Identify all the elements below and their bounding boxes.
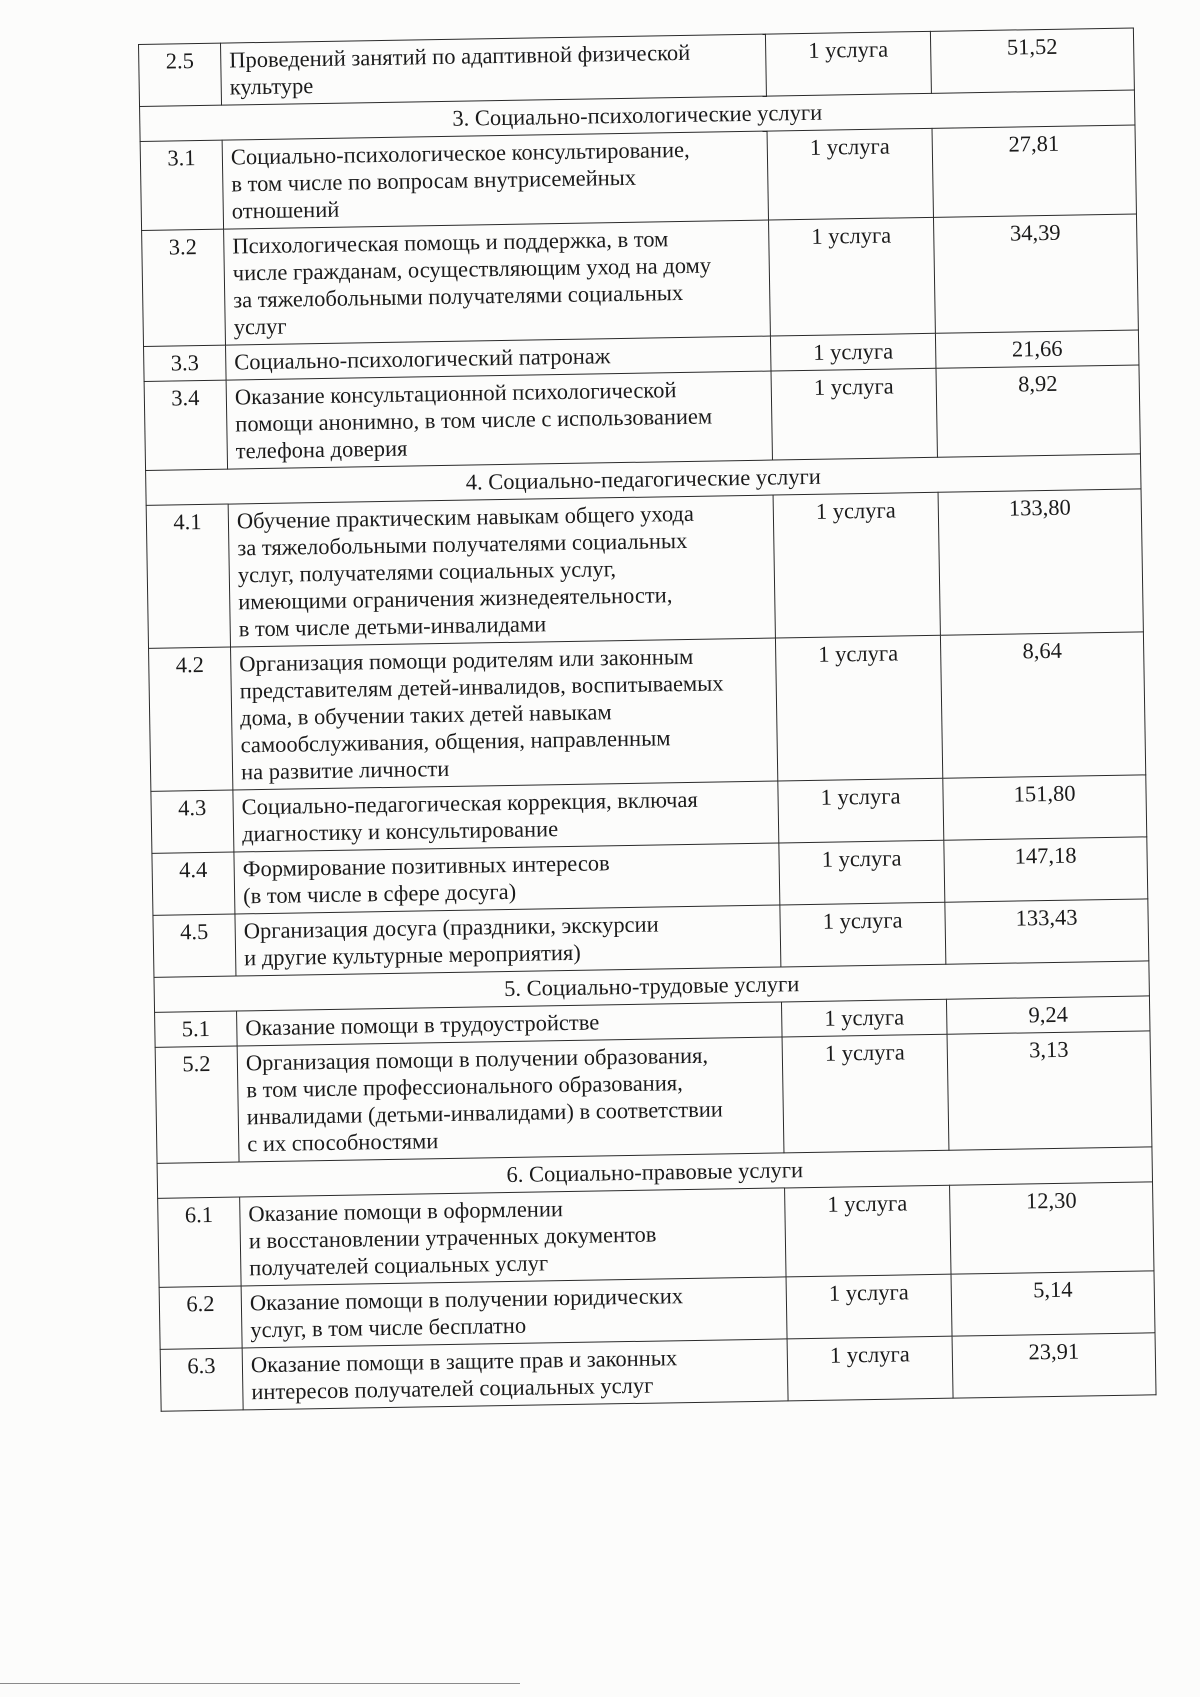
row-number: 4.2 bbox=[149, 647, 233, 791]
service-name-line: в том числе профессионального образования, bbox=[246, 1070, 683, 1103]
service-name bbox=[233, 781, 779, 852]
tariff-value: 12,30 bbox=[950, 1182, 1154, 1274]
service-name bbox=[226, 371, 772, 469]
service-name-line: инвалидами (детьми-инвалидами) в соответствии bbox=[246, 1096, 724, 1130]
tariff-value: 34,39 bbox=[933, 214, 1138, 333]
service-name-line: с их способностями bbox=[247, 1128, 439, 1157]
row-number: 4.1 bbox=[146, 504, 230, 648]
row-number: 3.4 bbox=[144, 380, 227, 470]
tariff-value: 3,13 bbox=[947, 1031, 1152, 1150]
service-name bbox=[234, 843, 780, 914]
tariff-value: 23,91 bbox=[952, 1333, 1156, 1398]
service-name-line: Оказание помощи в защите прав и законных bbox=[250, 1345, 678, 1378]
row-number: 5.2 bbox=[155, 1046, 239, 1163]
service-name-line: услуг, в том числе бесплатно bbox=[250, 1312, 527, 1343]
service-name-line: Оказание помощи в получении юридических bbox=[249, 1283, 684, 1316]
table-row bbox=[140, 125, 1136, 230]
table-row bbox=[158, 1182, 1154, 1287]
service-name bbox=[242, 1339, 788, 1410]
service-name-line: Обучение практическим навыкам общего ухода bbox=[236, 500, 695, 534]
table-row bbox=[142, 214, 1139, 346]
row-number: 6.1 bbox=[158, 1197, 241, 1287]
unit-of-service: 1 услуга bbox=[782, 1034, 949, 1153]
tariff-value: 21,66 bbox=[935, 330, 1139, 368]
service-name-line: получателей социальных услуг bbox=[249, 1250, 549, 1281]
service-name-line: Формирование позитивных интересов bbox=[242, 850, 610, 882]
unit-of-service: 1 услуга bbox=[786, 1274, 952, 1339]
service-name-line: Организация досуга (праздники, экскурсии bbox=[243, 911, 659, 944]
tariff-value: 5,14 bbox=[951, 1271, 1155, 1336]
service-name-line: (в том числе в сфере досуга) bbox=[242, 878, 517, 909]
tariff-value: 9,24 bbox=[946, 996, 1150, 1034]
service-name-line: числе гражданам, осуществляющим уход на дому bbox=[232, 252, 712, 286]
service-name-line: телефона доверия bbox=[235, 435, 408, 464]
tariff-value: 147,18 bbox=[944, 837, 1148, 902]
unit-of-service: 1 услуга bbox=[779, 840, 945, 905]
service-name-line: услуг bbox=[233, 313, 287, 340]
table-row bbox=[155, 1031, 1152, 1163]
unit-of-service: 1 услуга bbox=[770, 333, 936, 371]
tariff-value: 51,52 bbox=[930, 28, 1134, 93]
row-number: 3.1 bbox=[140, 140, 223, 230]
service-name bbox=[237, 1037, 784, 1162]
section-title: 6. Социально-правовые услуги bbox=[157, 1147, 1152, 1198]
unit-of-service: 1 услуга bbox=[785, 1185, 951, 1277]
service-name bbox=[231, 638, 778, 790]
row-number: 4.4 bbox=[152, 852, 235, 915]
unit-of-service: 1 услуга bbox=[771, 368, 937, 460]
service-name-line: самообслуживания, общения, направленным bbox=[240, 725, 671, 758]
row-number: 6.2 bbox=[159, 1286, 242, 1349]
unit-of-service: 1 услуга bbox=[765, 31, 931, 96]
service-name-line: культуре bbox=[229, 73, 314, 100]
tariff-value: 133,43 bbox=[945, 899, 1149, 964]
tariff-value: 27,81 bbox=[932, 125, 1136, 217]
service-name-line: имеющими ограничения жизнедеятельности, bbox=[238, 582, 673, 615]
service-name-line: в том числе по вопросам внутрисемейных bbox=[231, 164, 637, 197]
service-name bbox=[228, 495, 775, 647]
service-name-line: услуг, получателями социальных услуг, bbox=[237, 556, 617, 588]
service-name-line: диагностику и консультирование bbox=[241, 816, 559, 847]
row-number: 2.5 bbox=[139, 43, 222, 106]
row-number: 4.3 bbox=[151, 790, 234, 853]
service-name-line: Оказание помощи в трудоустройстве bbox=[245, 1009, 600, 1041]
table-row bbox=[149, 632, 1146, 791]
service-name-line: на развитие личности bbox=[240, 755, 450, 785]
services-tariff-table bbox=[138, 27, 1157, 1411]
unit-of-service: 1 услуга bbox=[769, 217, 936, 336]
service-name bbox=[235, 905, 781, 976]
tariff-value: 133,80 bbox=[938, 489, 1143, 635]
service-name-line: помощи анонимно, в том числе с использованием bbox=[235, 403, 713, 437]
unit-of-service: 1 услуга bbox=[781, 999, 947, 1037]
unit-of-service: 1 услуга bbox=[780, 902, 946, 967]
service-name bbox=[220, 34, 766, 105]
service-name-line: за тяжелобольными получателями социальных bbox=[237, 527, 688, 561]
service-name-line: представителям детей-инвалидов, воспитываемых bbox=[239, 670, 724, 704]
row-number: 3.3 bbox=[144, 345, 227, 381]
service-name-line: Психологическая помощь и поддержка, в том bbox=[232, 226, 669, 259]
unit-of-service: 1 услуга bbox=[787, 1336, 953, 1401]
row-number: 5.1 bbox=[155, 1011, 238, 1047]
service-name-line: дома, в обучении таких детей навыкам bbox=[239, 699, 612, 731]
row-number: 6.3 bbox=[160, 1348, 243, 1411]
service-name-line: Социально-психологический патронаж bbox=[234, 343, 611, 375]
service-name-line: Проведений занятий по адаптивной физической bbox=[229, 39, 691, 73]
tariff-value: 8,92 bbox=[936, 365, 1140, 457]
service-name bbox=[224, 220, 771, 345]
unit-of-service: 1 услуга bbox=[767, 128, 933, 220]
service-name-line: Социально-педагогическая коррекция, включая bbox=[241, 786, 698, 820]
service-name-line: и другие культурные мероприятия) bbox=[243, 939, 581, 971]
service-name-line: Оказание помощи в оформлении bbox=[248, 1196, 564, 1227]
service-name-line: Организация помощи в получении образования, bbox=[245, 1042, 709, 1076]
service-name-line: отношений bbox=[231, 196, 340, 224]
tariff-value: 151,80 bbox=[943, 775, 1147, 840]
tariff-table-wrapper bbox=[138, 28, 1156, 1412]
service-name-line: за тяжелобольными получателями социальных bbox=[233, 279, 684, 313]
tariff-value: 8,64 bbox=[940, 632, 1145, 778]
unit-of-service: 1 услуга bbox=[773, 492, 940, 638]
service-name-line: Организация помощи родителям или законным bbox=[239, 643, 694, 677]
section-title: 3. Социально-психологические услуги bbox=[140, 90, 1135, 141]
service-name bbox=[222, 131, 768, 229]
table-body bbox=[139, 28, 1157, 1411]
service-name-line: в том числе детьми-инвалидами bbox=[238, 611, 547, 642]
row-number: 3.2 bbox=[142, 229, 226, 346]
unit-of-service: 1 услуга bbox=[775, 635, 942, 781]
service-name bbox=[241, 1277, 787, 1348]
section-title: 4. Социально-педагогические услуги bbox=[146, 454, 1141, 505]
page-bottom-rule bbox=[0, 1683, 520, 1684]
service-name-line: Социально-психологическое консультирование, bbox=[230, 136, 690, 170]
service-name bbox=[240, 1188, 786, 1286]
service-name-line: Оказание консультационной психологической bbox=[234, 377, 677, 410]
unit-of-service: 1 услуга bbox=[778, 778, 944, 843]
service-name-line: и восстановлении утраченных документов bbox=[248, 1221, 657, 1254]
service-name-line: интересов получателей социальных услуг bbox=[251, 1372, 654, 1405]
section-title: 5. Социально-трудовые услуги bbox=[154, 961, 1149, 1012]
table-row bbox=[144, 365, 1140, 470]
table-row bbox=[146, 489, 1143, 648]
row-number: 4.5 bbox=[153, 914, 236, 977]
